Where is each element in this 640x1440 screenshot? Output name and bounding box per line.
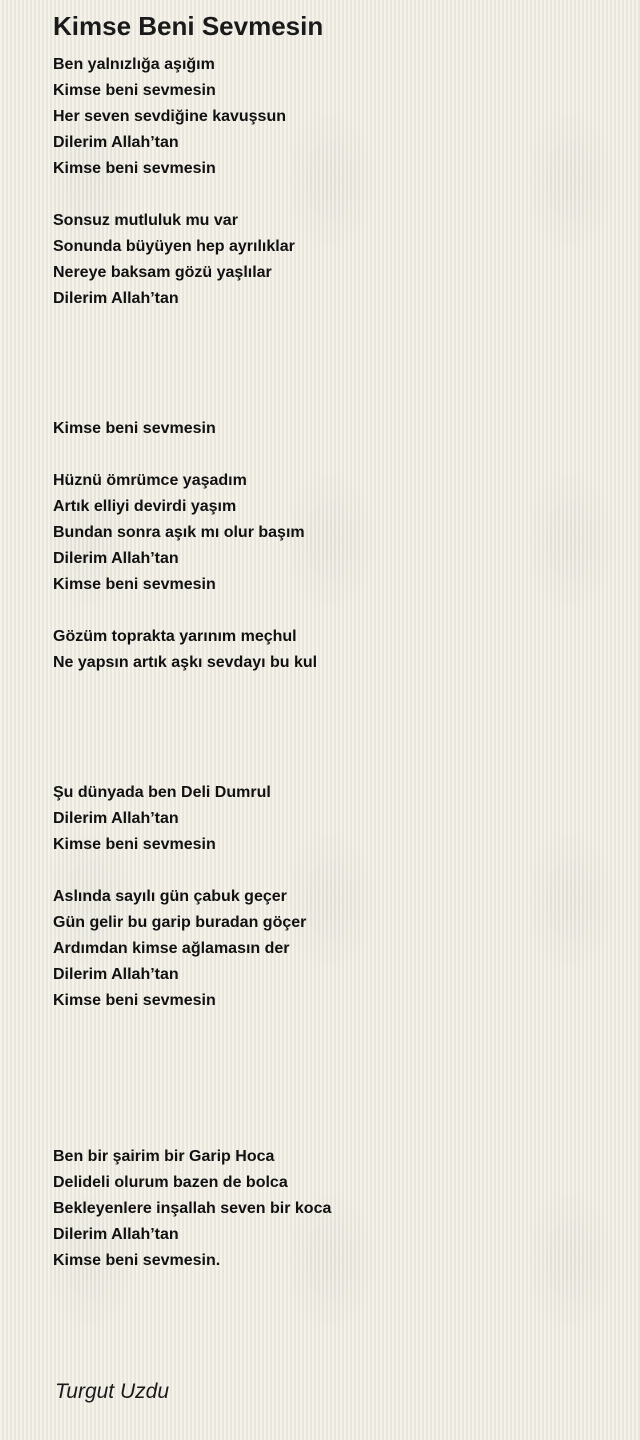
poem-line: Dilerim Allah’tan	[53, 1226, 179, 1243]
poem-line: Ne yapsın artık aşkı sevdayı bu kul	[53, 654, 318, 671]
poem-line: Aslında sayılı gün çabuk geçer	[53, 888, 287, 905]
poem-blank-line	[53, 858, 613, 884]
poem-blank-line	[53, 598, 613, 624]
poem-blank-line	[53, 754, 613, 780]
poem-blank-line	[53, 1092, 613, 1118]
poem-line: Kimse beni sevmesin	[53, 420, 216, 437]
poem-line: Kimse beni sevmesin	[53, 992, 216, 1009]
poem-line: Sonunda büyüyen hep ayrılıklar	[53, 238, 295, 255]
poem-blank-line	[53, 442, 613, 468]
poem-line: Kimse beni sevmesin.	[53, 1252, 221, 1269]
poem-line: Sonsuz mutluluk mu var	[53, 212, 238, 229]
poem-line: Nereye baksam gözü yaşlılar	[53, 264, 272, 281]
poem-line: Hüznü ömrümce yaşadım	[53, 472, 247, 489]
poem-line: Kimse beni sevmesin	[53, 82, 216, 99]
poem-blank-line	[53, 338, 613, 364]
poem-line: Bekleyenlere inşallah seven bir koca	[53, 1200, 332, 1217]
poem-line: Gözüm toprakta yarınım meçhul	[53, 628, 297, 645]
poem-line: Dilerim Allah’tan	[53, 290, 179, 307]
poem-line: Ben bir şairim bir Garip Hoca	[53, 1148, 275, 1165]
poem-blank-line	[53, 312, 613, 338]
poem-line: Dilerim Allah’tan	[53, 810, 179, 827]
poem-line: Kimse beni sevmesin	[53, 576, 216, 593]
poem-body	[53, 52, 613, 1274]
poem-line: Gün gelir bu garip buradan göçer	[53, 914, 307, 931]
poem-line: Delideli olurum bazen de bolca	[53, 1174, 288, 1191]
poem-line: Şu dünyada ben Deli Dumrul	[53, 784, 271, 801]
poem-blank-line	[53, 702, 613, 728]
poem-blank-line	[53, 728, 613, 754]
poem-blank-line	[53, 364, 613, 390]
poem-title: Kimse Beni Sevmesin	[53, 11, 324, 41]
poem-blank-line	[53, 1040, 613, 1066]
poem-line: Bundan sonra aşık mı olur başım	[53, 524, 305, 541]
poem-line: Artık elliyi devirdi yaşım	[53, 498, 237, 515]
poem-line: Ben yalnızlığa aşığım	[53, 56, 215, 73]
poem-blank-line	[53, 390, 613, 416]
poem-line: Kimse beni sevmesin	[53, 836, 216, 853]
poem-line: Her seven sevdiğine kavuşsun	[53, 108, 286, 125]
poem-blank-line	[53, 1118, 613, 1144]
poem-line: Dilerim Allah’tan	[53, 134, 179, 151]
poem-blank-line	[53, 676, 613, 702]
poem-line: Dilerim Allah’tan	[53, 550, 179, 567]
poem-blank-line	[53, 182, 613, 208]
poem-line: Ardımdan kimse ağlamasın der	[53, 940, 290, 957]
poem-line: Dilerim Allah’tan	[53, 966, 179, 983]
poem-blank-line	[53, 1066, 613, 1092]
poem-blank-line	[53, 1014, 613, 1040]
poem-author: Turgut Uzdu	[55, 1380, 169, 1403]
poem-line: Kimse beni sevmesin	[53, 160, 216, 177]
